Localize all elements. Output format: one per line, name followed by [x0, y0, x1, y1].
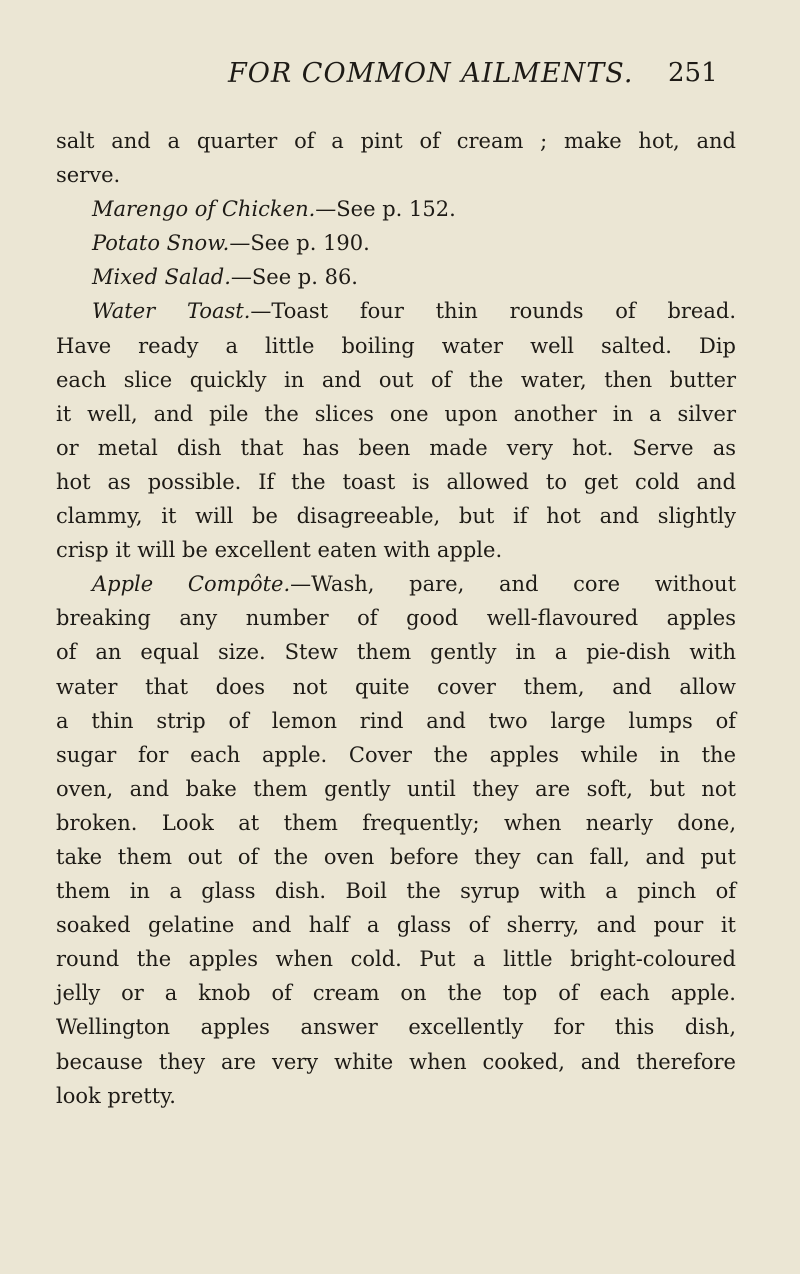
- text-line: sugar for each apple. Cover the apples while in the: [56, 742, 736, 767]
- text-line: look pretty.: [56, 1083, 176, 1108]
- recipe-title: Potato Snow.: [92, 231, 230, 256]
- recipe-entry-line: [56, 226, 736, 260]
- text-line: or metal dish that has been made very hot. Serve as: [56, 435, 736, 460]
- recipe-entry-line: [56, 567, 736, 601]
- running-head: FOR COMMON AILMENTS.: [228, 58, 634, 89]
- text-line: hot as possible. If the toast is allowed to get cold and: [56, 469, 736, 494]
- text-line: each slice quickly in and out of the water, then butter: [56, 367, 736, 392]
- recipe-title: Mixed Salad.: [92, 265, 231, 290]
- page-header: [0, 58, 800, 98]
- text-line: them in a glass dish. Boil the syrup with a pinch of: [56, 879, 736, 904]
- text-line: broken. Look at them frequently; when nearly done,: [56, 810, 736, 835]
- text-line: of an equal size. Stew them gently in a pie-dish with: [56, 640, 736, 665]
- recipe-text: —See p. 190.: [229, 231, 370, 256]
- text-line: Have ready a little boiling water well salted. Dip: [56, 333, 736, 358]
- text-line: jelly or a knob of cream on the top of each apple.: [56, 981, 736, 1006]
- text-line: breaking any number of good well-flavoured apples: [56, 606, 736, 631]
- text-line: a thin strip of lemon rind and two large lumps of: [56, 708, 736, 733]
- recipe-text: —Wash, pare, and core without: [290, 572, 737, 597]
- text-line: serve.: [56, 163, 121, 188]
- text-line: round the apples when cold. Put a little bright-coloured: [56, 947, 736, 972]
- text-line: soaked gelatine and half a glass of sherry, and pour it: [56, 913, 736, 938]
- recipe-text: —Toast four thin rounds of bread.: [250, 299, 736, 324]
- text-line: clammy, it will be disagreeable, but if hot and slightly: [56, 504, 736, 529]
- recipe-entry-line: [56, 192, 736, 226]
- text-line: water that does not quite cover them, and allow: [56, 674, 736, 699]
- recipe-entry-line: [56, 260, 736, 294]
- text-line: because they are very white when cooked, and therefore: [56, 1049, 736, 1074]
- text-line: it well, and pile the slices one upon another in a silver: [56, 401, 736, 426]
- text-line: salt and a quarter of a pint of cream ; make hot, and: [56, 129, 736, 153]
- recipe-text: —See p. 86.: [230, 265, 358, 290]
- recipe-title: Apple Compôte.: [92, 572, 291, 597]
- body-text: [56, 124, 736, 1113]
- page-number: 251: [668, 58, 718, 88]
- text-line: Wellington apples answer excellently for this dish,: [56, 1015, 736, 1040]
- text-line: oven, and bake them gently until they are soft, but not: [56, 776, 736, 801]
- recipe-title: Water Toast.: [92, 299, 251, 324]
- recipe-entry-line: [56, 294, 736, 328]
- recipe-title: Marengo of Chicken.: [92, 197, 316, 222]
- text-line: take them out of the oven before they can fall, and put: [56, 844, 736, 869]
- text-line: crisp it will be excellent eaten with apple.: [56, 538, 503, 563]
- recipe-text: —See p. 152.: [315, 197, 456, 222]
